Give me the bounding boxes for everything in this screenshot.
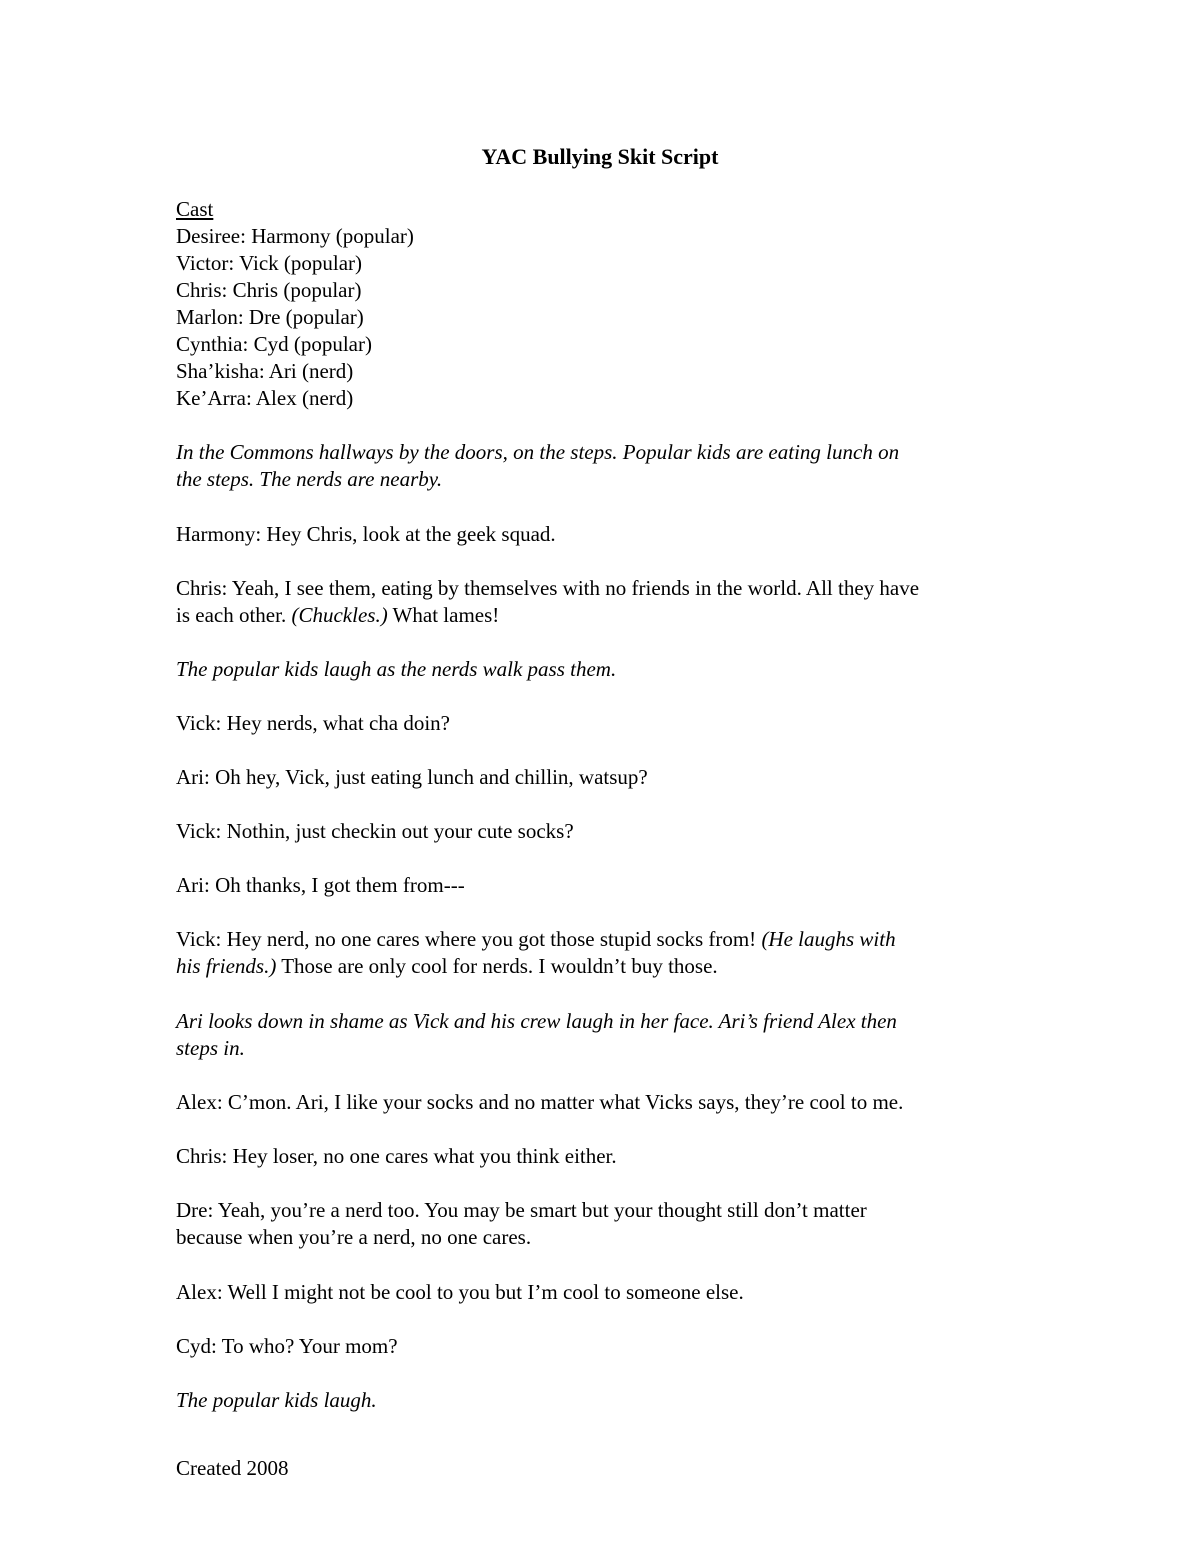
cast-item: Victor: Vick (popular) xyxy=(176,251,363,275)
dialogue-text: because when you’re a nerd, no one cares. xyxy=(176,1225,532,1249)
cast-item: Sha’kisha: Ari (nerd) xyxy=(176,359,354,383)
created-date: Created 2008 xyxy=(176,1456,289,1480)
stage-direction xyxy=(176,1387,1026,1414)
dialogue-segment: is each other. xyxy=(176,603,292,627)
dialogue-segment: What lames! xyxy=(387,603,500,627)
dialogue-text xyxy=(176,602,1026,629)
stage-direction-line: the steps. The nerds are nearby. xyxy=(176,467,443,491)
cast-item: Chris: Chris (popular) xyxy=(176,278,362,302)
stage-direction xyxy=(176,656,1026,683)
dialogue-segment: Vick: Hey nerd, no one cares where you got those stupid socks from! xyxy=(176,927,762,951)
dialogue-line xyxy=(176,1197,1026,1251)
dialogue-text: Alex: Well I might not be cool to you but I’m cool to someone else. xyxy=(176,1280,744,1304)
footer-note xyxy=(176,1455,1026,1482)
dialogue-line xyxy=(176,764,1026,791)
action-aside: his friends.) xyxy=(176,954,277,978)
dialogue-text: Cyd: To who? Your mom? xyxy=(176,1334,398,1358)
stage-direction-line: Ari looks down in shame as Vick and his crew laugh in her face. Ari’s friend Alex then xyxy=(176,1009,897,1033)
action-aside: (He laughs with xyxy=(761,927,896,951)
dialogue-text xyxy=(176,926,1026,953)
stage-direction-line: The popular kids laugh. xyxy=(176,1388,377,1412)
dialogue-line xyxy=(176,1279,1026,1306)
dialogue-line xyxy=(176,1333,1026,1360)
cast-heading: Cast xyxy=(176,197,214,221)
stage-direction-line: The popular kids laugh as the nerds walk pass them. xyxy=(176,657,617,681)
action-aside: (Chuckles.) xyxy=(291,603,388,627)
dialogue-line xyxy=(176,710,1026,737)
dialogue-text xyxy=(176,953,1026,980)
dialogue-text: Chris: Hey loser, no one cares what you think either. xyxy=(176,1144,617,1168)
dialogue-line xyxy=(176,521,1026,548)
dialogue-text: Ari: Oh thanks, I got them from--- xyxy=(176,873,465,897)
dialogue-text: Ari: Oh hey, Vick, just eating lunch and chillin, watsup? xyxy=(176,765,648,789)
cast-list xyxy=(176,196,1026,412)
dialogue-line xyxy=(176,872,1026,899)
dialogue-segment: Those are only cool for nerds. I wouldn’t buy those. xyxy=(276,954,718,978)
stage-direction xyxy=(176,439,1026,493)
page-title: YAC Bullying Skit Script xyxy=(481,144,719,169)
stage-direction xyxy=(176,1008,1026,1062)
dialogue-text: Dre: Yeah, you’re a nerd too. You may be smart but your thought still don’t matter xyxy=(176,1198,867,1222)
dialogue-text: Alex: C’mon. Ari, I like your socks and no matter what Vicks says, they’re cool to me. xyxy=(176,1090,904,1114)
cast-item: Marlon: Dre (popular) xyxy=(176,305,364,329)
dialogue-text: Harmony: Hey Chris, look at the geek squad. xyxy=(176,522,556,546)
dialogue-line xyxy=(176,575,1026,629)
stage-direction-line: In the Commons hallways by the doors, on the steps. Popular kids are eating lunch on xyxy=(176,440,900,464)
dialogue-line xyxy=(176,818,1026,845)
dialogue-text: Chris: Yeah, I see them, eating by themselves with no friends in the world. All they have xyxy=(176,576,920,600)
dialogue-line xyxy=(176,1089,1026,1116)
cast-item: Ke’Arra: Alex (nerd) xyxy=(176,386,354,410)
dialogue-line xyxy=(176,1143,1026,1170)
dialogue-text: Vick: Nothin, just checkin out your cute socks? xyxy=(176,819,574,843)
dialogue-line xyxy=(176,926,1026,980)
cast-item: Desiree: Harmony (popular) xyxy=(176,224,414,248)
stage-direction-line: steps in. xyxy=(176,1036,245,1060)
dialogue-text: Vick: Hey nerds, what cha doin? xyxy=(176,711,450,735)
cast-item: Cynthia: Cyd (popular) xyxy=(176,332,372,356)
